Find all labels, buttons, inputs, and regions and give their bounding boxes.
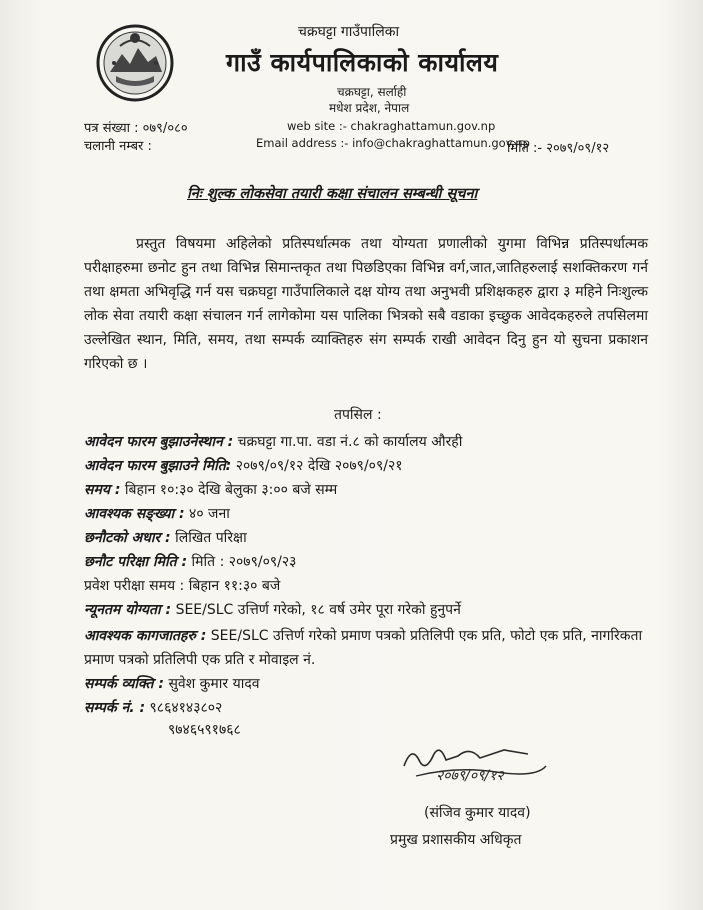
- letter-number-value: ०७९/०८०: [142, 121, 188, 136]
- seats-value: ४० जना: [189, 506, 230, 522]
- website: web site :- chakraghattamun.gov.np: [287, 119, 496, 133]
- email-address: Email address :- info@chakraghattamun.gov.np: [256, 136, 530, 150]
- detail-min-qualification: [84, 600, 461, 619]
- contact-number-1: ९८६४१४३८०२: [149, 700, 223, 716]
- min-qual-label: न्यूनतम योग्यता :: [84, 602, 172, 618]
- contact-number-2: ९७४६५९१७६८: [168, 722, 241, 738]
- detail-contact-person: [84, 674, 260, 693]
- detail-exam-time: प्रवेश परीक्षा समय : बिहान ११:३० बजे: [84, 578, 281, 594]
- contact-person-value: सुवेश कुमार यादव: [168, 676, 260, 692]
- date-value: २०७९/०९/१२ देखि २०७९/०९/२१: [235, 458, 403, 474]
- contact-person-label: सम्पर्क व्यक्ति :: [84, 676, 164, 692]
- basis-value: लिखित परिक्षा: [175, 530, 247, 546]
- signatory-designation: प्रमुख प्रशासकीय अधिकृत: [390, 832, 522, 848]
- time-value: बिहान १०:३० देखि बेलुका ३:०० बजे सम्म: [124, 482, 338, 498]
- basis-label: छनौटको अधार :: [84, 530, 171, 546]
- place-label: आवेदन फारम बुझाउनेस्थान :: [84, 434, 234, 450]
- detail-place: [84, 432, 462, 451]
- letter-number: [84, 118, 188, 136]
- contact-number-label: सम्पर्क नं. :: [84, 700, 146, 716]
- municipality-name: चक्रघट्टा गाउँपालिका: [298, 24, 400, 40]
- subject-heading: निः शुल्क लोकसेवा तयारी कक्षा संचालन सम्बन्धी सूचना: [187, 186, 478, 202]
- detail-documents: [84, 625, 644, 672]
- seats-label: आवश्यक सङ्ख्या :: [84, 506, 185, 522]
- details-heading: तपसिल :: [334, 407, 382, 423]
- exam-date-value: मिति : २०७९/०९/२३: [191, 554, 297, 570]
- nepal-emblem-logo: [96, 24, 174, 102]
- letter-date: मिति :- २०७९/०९/१२: [507, 141, 610, 156]
- exam-date-label: छनौट परिक्षा मिति :: [84, 554, 188, 570]
- dispatch-number-label: चलानी नम्बर :: [84, 139, 152, 154]
- time-label: समय :: [84, 482, 121, 498]
- detail-seats: [84, 504, 230, 523]
- detail-contact-number: [84, 698, 222, 717]
- office-title: गाउँ कार्यपालिकाको कार्यालय: [226, 48, 499, 77]
- address-line-2: मधेश प्रदेश, नेपाल: [329, 101, 410, 115]
- signature-date: २०७९/०९/१२: [436, 768, 504, 784]
- place-value: चक्रघट्टा गा.पा. वडा नं.८ को कार्यालय औरही: [237, 434, 463, 450]
- handwritten-signature: [396, 736, 556, 796]
- detail-time: [84, 480, 337, 499]
- docs-value: SEE/SLC उत्तिर्ण गरेको प्रमाण पत्रको प्रतिलिपी एक प्रति, फोटो एक प्रति, नागरिकता प्रमाण पत्रको प्रतिलिपी एक प्रति र मोवाइल नं.: [84, 628, 643, 668]
- signatory-name: (संजिव कुमार यादव): [424, 805, 531, 821]
- min-qual-value: SEE/SLC उत्तिर्ण गरेको, १८ वर्ष उमेर पूरा गरेको हुनुपर्ने: [175, 602, 461, 618]
- detail-basis: [84, 528, 247, 547]
- body-text: प्रस्तुत विषयमा अहिलेको प्रतिस्पर्धात्मक तथा योग्यता प्रणालीको युगमा विभिन्न प्रतिस्पर्धात्मक परीक्षाहरुमा छनोट हुन तथा विभिन्न सिमान्तकृत तथा पिछडिएका विभिन्न वर्ग,जात,जातिहरुलाई सशक्तिकरण गर्न तथा क्षमता अभिवृद्धि गर्न यस चक्रघट्टा गाउँपालिकाले दक्ष योग्य तथा अनुभवी प्रशिक्षकहरु द्वारा ३ महिने निःशुल्क लोक सेवा तयारी कक्षा संचालन गर्न लागेकोमा यस पालिका भित्रको सबै वडाका इच्छुक आवेदकहरुले तपसिलमा उल्लेखित स्थान, मिति, समय, तथा सम्पर्क व्याक्तिहरु संग सम्पर्क राखी आवेदन दिनु हुन यो सुचना प्रकाशन गरिएको छ ।: [84, 236, 648, 372]
- address-line-1: चक्रघट्टा, सर्लाही: [337, 85, 407, 99]
- detail-date: [84, 456, 403, 475]
- letter-number-label: पत्र संख्या :: [84, 121, 139, 136]
- body-paragraph: [84, 233, 648, 376]
- docs-label: आवश्यक कागजातहरु :: [84, 628, 207, 644]
- date-label: आवेदन फारम बुझाउने मिति:: [84, 458, 232, 474]
- detail-exam-date: [84, 552, 296, 571]
